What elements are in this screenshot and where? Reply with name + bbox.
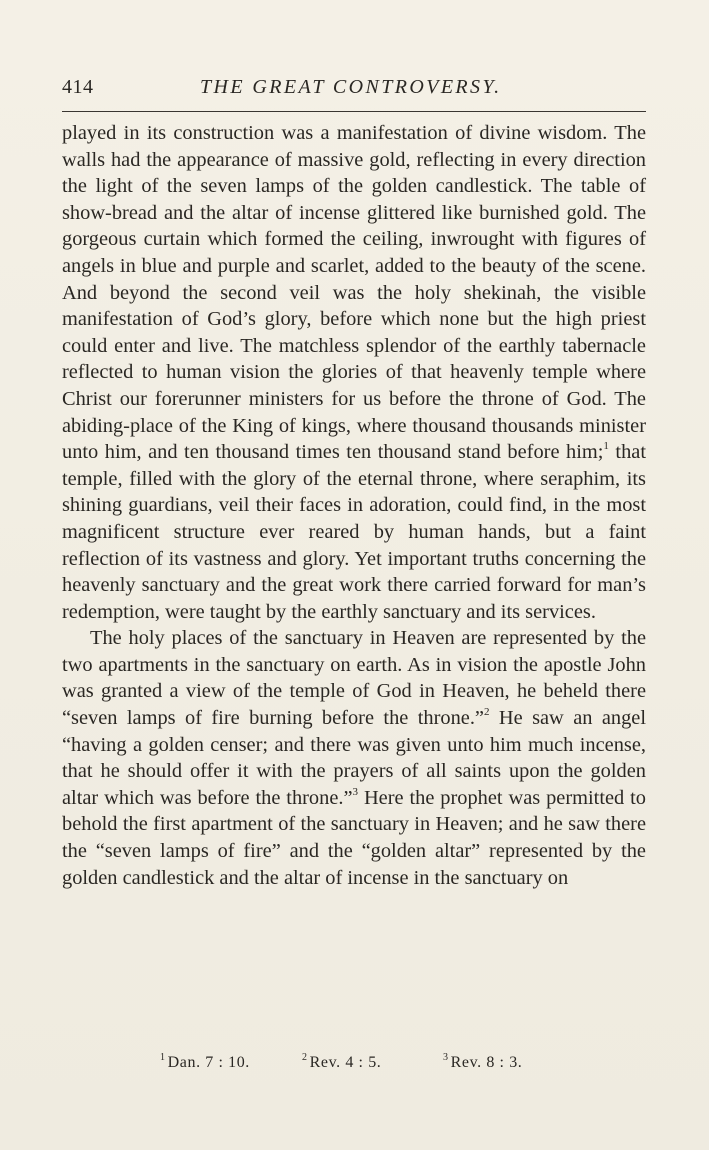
paragraph-1-text-b: that temple, filled with the glory of the eternal throne, where seraphim, its shining guardians, veil their faces in adoration, could find, in the most magnificent structure ever reared by human hands, but a faint reflection of its vastness and glory. Yet important truths concerning the heavenly sanctuary and the great work there carried forward for man’s redemption, were taught by the earthly sanctuary and its services. xyxy=(62,441,646,623)
paragraph-1 xyxy=(62,120,646,625)
footnote-3-number: 3 xyxy=(443,1052,449,1063)
header-rule xyxy=(62,111,646,112)
paragraph-1-text-a: played in its construction was a manifestation of divine wisdom. The walls had the appearance of massive gold, reflecting in every direction the light of the seven lamps of the golden candlestick. The table of show-bread and the altar of incense glittered like burnished gold. The gorgeous curtain which formed the ceiling, inwrought with figures of angels in blue and purple and scarlet, added to the beauty of the scene. And beyond the second veil was the holy shekinah, the visible manifestation of God’s glory, before which none but the high priest could enter and live. The matchless splendor of the earthly tabernacle reflected to human vision the glories of that heavenly temple where Christ our forerunner ministers for us before the throne of God. The abiding-place of the King of kings, where thousand thousands minister unto him, and ten thousand times ten thousand stand before him; xyxy=(62,122,646,464)
footnote-ref-3: 3 xyxy=(352,785,359,798)
running-title: THE GREAT CONTROVERSY. xyxy=(200,76,502,98)
paragraph-2 xyxy=(62,625,646,891)
footnote-2 xyxy=(302,1054,381,1072)
body-text xyxy=(62,120,646,891)
footnote-3-text: Rev. 8 : 3. xyxy=(450,1054,523,1071)
footnote-2-number: 2 xyxy=(302,1052,308,1063)
footnote-ref-2: 2 xyxy=(483,706,490,719)
footnote-2-text: Rev. 4 : 5. xyxy=(309,1054,382,1071)
footnote-ref-1: 1 xyxy=(603,440,609,453)
running-header xyxy=(62,76,646,102)
paragraph-2-text-a: The holy places of the sanctuary in Heaven are represented by the two apartments in the sanctuary on earth. As in vision the apostle John was granted a view of the temple of God in Heaven, he beheld there “seven lamps of fire burning before the throne.” xyxy=(62,627,646,730)
footnote-1 xyxy=(160,1054,250,1072)
page-number: 414 xyxy=(62,76,94,98)
paragraph-2-text-b: He saw an angel “having a golden censer; and there was given unto him much incense, that he should offer it with the prayers of all saints upon the golden altar which was before the throne.” xyxy=(62,707,647,809)
paragraph-2-text-c: Here the prophet was permitted to behold the first apartment of the sanctuary in Heaven; and he saw there the “seven lamps of fire” and the “golden altar” represented by the golden candlestick and the altar of incense in the sanctuary on xyxy=(62,786,646,889)
footnote-1-number: 1 xyxy=(160,1052,166,1063)
footnote-3 xyxy=(443,1054,522,1072)
footnote-1-text: Dan. 7 : 10. xyxy=(167,1054,250,1071)
